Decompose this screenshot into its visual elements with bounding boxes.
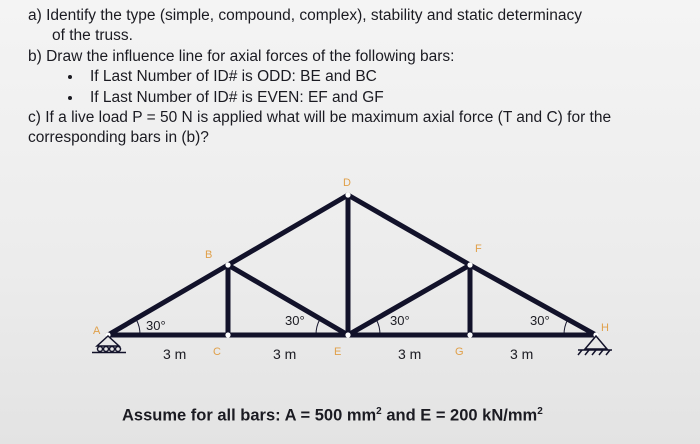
joint-F xyxy=(467,262,472,267)
node-label-F: F xyxy=(475,243,482,255)
assumption-note xyxy=(122,406,543,426)
joint-C xyxy=(225,332,230,337)
joint-E xyxy=(345,332,350,337)
angle-label: 30° xyxy=(390,313,410,328)
joint-D xyxy=(345,192,350,197)
bar-BD xyxy=(228,195,348,265)
node-label-A: A xyxy=(93,325,101,337)
bar-AB xyxy=(108,265,228,335)
span-label: 3 m xyxy=(398,346,422,362)
node-label-D: D xyxy=(343,177,351,189)
node-label-E: E xyxy=(334,346,342,358)
joint-G xyxy=(467,332,472,337)
angle-label: 30° xyxy=(146,318,166,333)
assumption-middle: and E = 200 kN/mm xyxy=(381,406,538,425)
assumption-exponent: 2 xyxy=(376,406,382,417)
span-label: 3 m xyxy=(273,346,297,362)
question-a-line2: of the truss. xyxy=(52,27,133,44)
question-c-line1: c) If a live load P = 50 N is applied what will be maximum axial force (T and C) for the xyxy=(28,109,612,126)
question-b-bullet1: If Last Number of ID# is ODD: BE and BC xyxy=(90,68,377,85)
assumption-prefix: Assume for all bars: A = 500 mm xyxy=(122,406,377,425)
joint-B xyxy=(225,262,230,267)
question-a-line1: a) Identify the type (simple, compound, complex), stability and static determinacy xyxy=(28,7,582,24)
question-b-bullet2: If Last Number of ID# is EVEN: EF and GF xyxy=(90,89,384,106)
question-b-line: b) Draw the influence line for axial forces of the following bars: xyxy=(28,48,455,65)
question-c-line2: corresponding bars in (b)? xyxy=(28,129,209,146)
node-label-B: B xyxy=(205,249,213,261)
pin-support-icon xyxy=(578,336,612,355)
node-label-G: G xyxy=(455,346,464,358)
roller-support-icon xyxy=(92,336,126,353)
span-label: 3 m xyxy=(510,346,534,362)
node-label-C: C xyxy=(213,346,221,358)
span-label: 3 m xyxy=(163,346,187,362)
angle-label: 30° xyxy=(530,313,550,328)
assumption-exponent: 2 xyxy=(537,406,543,417)
angle-label: 30° xyxy=(285,313,305,328)
node-label-H: H xyxy=(601,322,609,334)
bar-DF xyxy=(348,195,470,265)
